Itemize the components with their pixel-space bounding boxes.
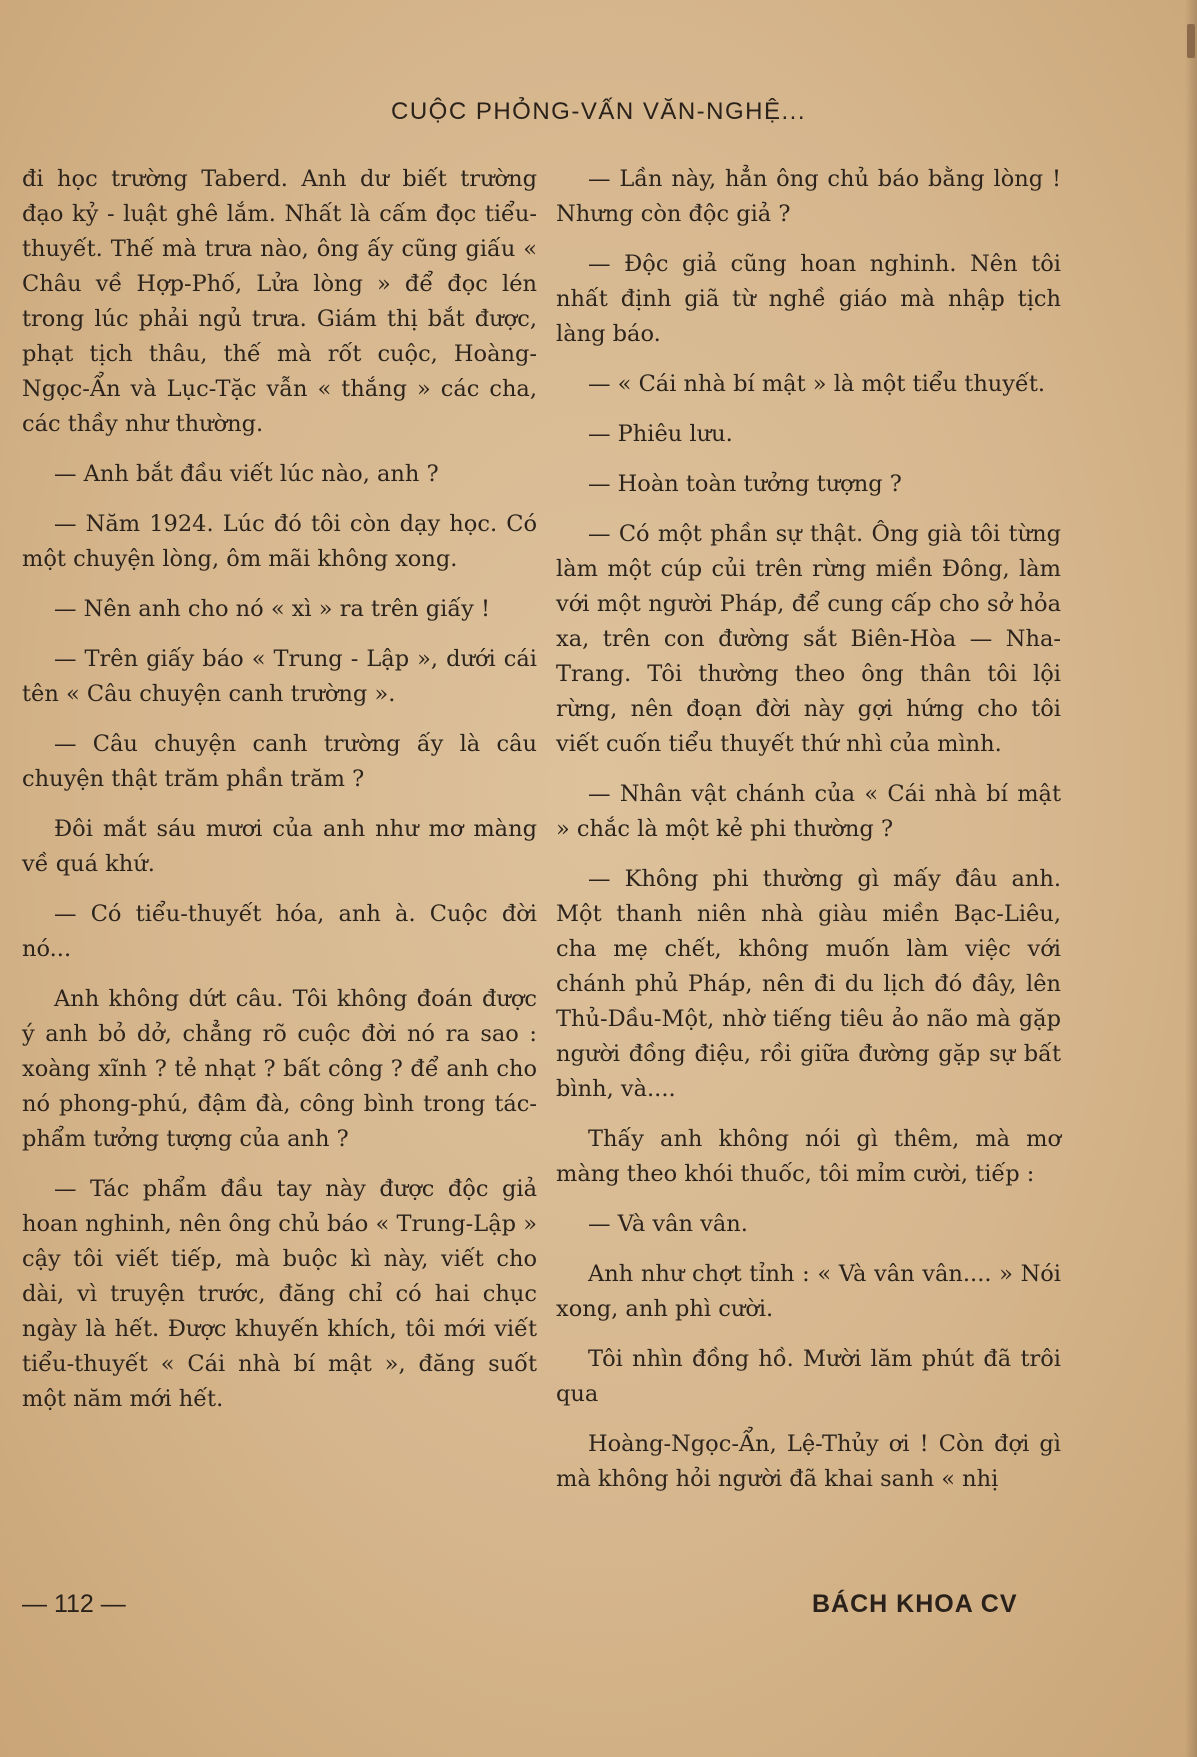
paragraph: Anh không dứt câu. Tôi không đoán được ý anh bỏ dở, chẳng rõ cuộc đời nó ra sao : xoàng xĩnh ? tẻ nhạt ? bất công ? để anh cho nó phong-phú, đậm đà, công bình trong tác-phẩm tưởng tượng của anh ? [22,986,537,1152]
paragraph: — Nhân vật chánh của « Cái nhà bí mật » chắc là một kẻ phi thường ? [556,781,1061,842]
paragraph: — Hoàn toàn tưởng tượng ? [588,471,902,497]
paragraph: — Có một phần sự thật. Ông già tôi từng làm một cúp củi trên rừng miền Đông, làm với một người Pháp, để cung cấp cho sở hỏa xa, trên con đường sắt Biên-Hòa — Nha-Trang. Tôi thường theo ông thân tôi lội rừng, nên đoạn đời này gợi hứng cho tôi viết cuốn tiểu thuyết thứ nhì của mình. [556,521,1061,757]
paragraph: — Không phi thường gì mấy đâu anh. Một thanh niên nhà giàu miền Bạc-Liêu, cha mẹ chết, không muốn làm việc với chánh phủ Pháp, nên đi du lịch đó đây, lên Thủ-Dầu-Một, nhờ tiếng tiêu ảo não mà gặp người đồng điệu, rồi giữa đường gặp sự bất bình, và.... [556,866,1061,1102]
paragraph: — Có tiểu-thuyết hóa, anh à. Cuộc đời nó... [22,901,537,962]
paragraph: — Anh bắt đầu viết lúc nào, anh ? [54,461,439,487]
page-tab-mark [1187,24,1195,58]
paragraph: — Phiêu lưu. [588,421,733,447]
paragraph: — Câu chuyện canh trường ấy là câu chuyện thật trăm phần trăm ? [22,731,537,792]
paragraph: — Năm 1924. Lúc đó tôi còn dạy học. Có một chuyện lòng, ôm mãi không xong. [22,511,537,572]
paragraph: Hoàng-Ngọc-Ẩn, Lệ-Thủy ơi ! Còn đợi gì mà không hỏi người đã khai sanh « nhị [556,1431,1061,1492]
paragraph: — Và vân vân. [588,1211,748,1237]
paragraph: Thấy anh không nói gì thêm, mà mơ màng theo khói thuốc, tôi mỉm cười, tiếp : [556,1126,1061,1187]
paragraph: Đôi mắt sáu mươi của anh như mơ màng về quá khứ. [22,816,537,877]
paragraph: — « Cái nhà bí mật » là một tiểu thuyết. [588,371,1046,397]
page-edge-shadow [1185,0,1197,1757]
running-title: CUỘC PHỎNG-VẤN VĂN-NGHỆ... [390,98,807,125]
paragraph: Tôi nhìn đồng hồ. Mười lăm phút đã trôi qua [556,1346,1061,1407]
paragraph: — Trên giấy báo « Trung - Lập », dưới cái tên « Câu chuyện canh trường ». [22,646,537,707]
right-column [556,162,1061,1512]
page-number: — 112 — [22,1590,126,1618]
paragraph: Anh như chợt tỉnh : « Và vân vân.... » Nói xong, anh phì cười. [556,1261,1061,1322]
left-column [22,162,537,1432]
paragraph: — Lần này, hẳn ông chủ báo bằng lòng ! Nhưng còn độc giả ? [556,166,1061,227]
magazine-name: BÁCH KHOA CV [812,1590,1018,1618]
paragraph: — Tác phẩm đầu tay này được độc giả hoan nghinh, nên ông chủ báo « Trung-Lập » cậy tôi viết tiếp, mà buộc kì này, viết cho dài, vì truyện trước, đăng chỉ có hai chục ngày là hết. Được khuyến khích, tôi mới viết tiểu-thuyết « Cái nhà bí mật », đăng suốt một năm mới hết. [22,1176,537,1412]
paragraph: — Độc giả cũng hoan nghinh. Nên tôi nhất định giã từ nghề giáo mà nhập tịch làng báo. [556,251,1061,347]
paragraph: đi học trường Taberd. Anh dư biết trường đạo kỷ - luật ghê lắm. Nhất là cấm đọc tiểu-thuyết. Thế mà trưa nào, ông ấy cũng giấu « Châu về Hợp-Phố, Lửa lòng » để đọc lén trong lúc phải ngủ trưa. Giám thị bắt được, phạt tịch thâu, thế mà rốt cuộc, Hoàng-Ngọc-Ẩn và Lục-Tặc vẫn « thắng » các cha, các thầy như thường. [22,166,537,437]
paragraph: — Nên anh cho nó « xì » ra trên giấy ! [54,596,491,622]
